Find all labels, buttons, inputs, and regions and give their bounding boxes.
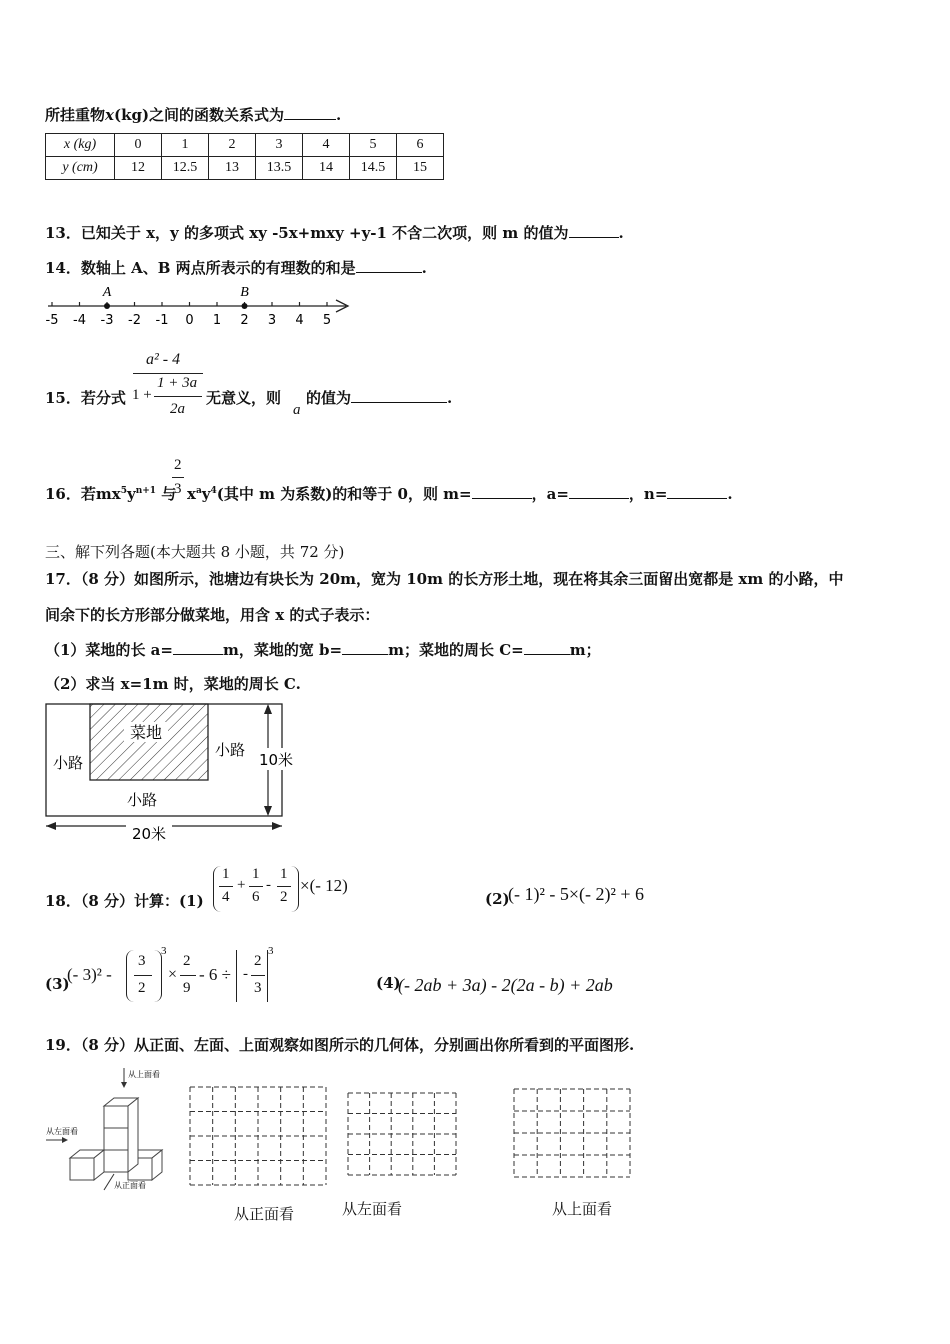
q12-table	[45, 133, 444, 180]
q18-e2: (- 1)² - 5×(- 2)² + 6	[508, 884, 645, 904]
axis-tick-label: -1	[155, 313, 169, 328]
q17-line2: 间余下的长方形部分做菜地，用含 x 的式子表示：	[45, 606, 380, 624]
point-a-dot	[104, 303, 110, 309]
path-left-label: 小路	[52, 754, 84, 772]
table-cell: 6	[397, 134, 444, 157]
point-b-label: B	[240, 285, 249, 300]
table-cell: 12.5	[162, 157, 209, 180]
minus-sign: -	[243, 966, 248, 982]
table-cell: y (cm)	[46, 157, 115, 180]
table-cell: 0	[115, 134, 162, 157]
exponent: 3	[161, 945, 167, 957]
arrow-left-label: 从左面看	[46, 1127, 78, 1136]
table-cell: 3	[256, 134, 303, 157]
q15-var-a: a	[293, 402, 301, 418]
frac-numer: 1	[222, 866, 230, 882]
axis-tick-label: 5	[322, 313, 332, 328]
q15-inner-prefix: 1 +	[132, 387, 152, 403]
table-cell: 13	[209, 157, 256, 180]
caption-front: 从正面看	[234, 1205, 295, 1223]
table-row	[46, 157, 444, 180]
q18-p3-label: (3)	[45, 975, 70, 993]
table-cell: 12	[115, 157, 162, 180]
path-bottom-label: 小路	[126, 791, 158, 809]
table-cell: 4	[303, 134, 350, 157]
minus-sign: -	[266, 877, 271, 893]
point-b-dot	[242, 303, 248, 309]
axis-tick-label: 1	[212, 313, 222, 328]
table-cell: 2	[209, 134, 256, 157]
frac-denom: 6	[252, 889, 260, 905]
path-right-label: 小路	[214, 741, 246, 759]
table-cell: 1	[162, 134, 209, 157]
grid-top-view	[512, 1087, 632, 1179]
q19-solid-figure	[44, 1066, 184, 1194]
axis-tick-label: 2	[240, 313, 249, 328]
q18-e4: (- 2ab + 3a) - 2(2a - b) + 2ab	[398, 975, 613, 995]
q15-text: 无意义，则	[206, 389, 282, 407]
frac-denom: 2	[138, 980, 146, 996]
q17-line1: 17．（8 分）如图所示，池塘边有块长为 20m，宽为 10m 的长方形土地，现在将其余三面留出宽都是 xm 的小路，中	[45, 570, 844, 588]
number-line	[40, 282, 360, 330]
exponent: 3	[268, 945, 274, 957]
grid-front-view	[188, 1085, 328, 1187]
q15-num: 15．若分式	[45, 389, 126, 407]
caption-left: 从左面看	[342, 1200, 403, 1218]
q17-part1: （1）菜地的长 a= m，菜地的宽 b= m；菜地的周长 C= m；	[45, 641, 601, 659]
arrow-front-label: 从正面看	[114, 1181, 146, 1190]
q17-figure	[42, 698, 302, 846]
width-label: 20米	[131, 825, 167, 843]
axis-tick-label: 3	[267, 313, 277, 328]
axis-tick-label: -5	[45, 313, 59, 328]
q18-p2-label: (2)	[485, 890, 510, 908]
height-label: 10米	[258, 751, 294, 769]
frac-numer: 1	[252, 866, 260, 882]
q14-text: 14．数轴上 A、B 两点所表示的有理数的和是 .	[45, 259, 427, 277]
plus-sign: +	[237, 877, 246, 893]
q18-label: 18．（8 分）计算：(1)	[45, 892, 204, 910]
frac-denom: 4	[222, 889, 230, 905]
frac-denom: 9	[183, 980, 191, 996]
axis-tick-label: -3	[100, 313, 114, 328]
table-cell: 14.5	[350, 157, 397, 180]
q15-inner-numer: 1 + 3a	[157, 375, 198, 391]
frac-numer: 3	[138, 953, 146, 969]
point-a-label: A	[102, 285, 112, 300]
times-sign: ×	[168, 966, 178, 983]
table-cell: 15	[397, 157, 444, 180]
section-3-heading: 三、解下列各题(本大题共 8 小题，共 72 分)	[45, 543, 345, 561]
table-cell: 13.5	[256, 157, 303, 180]
axis-tick-label: -2	[128, 313, 141, 328]
q13-text: 13．已知关于 x，y 的多项式 xy -5x+mxy +y-1 不含二次项，则 m 的值为 .	[45, 224, 624, 242]
q18-e3-a: (- 3)² -	[67, 965, 112, 984]
q18-e3-mid: - 6 ÷	[199, 965, 231, 984]
q15-top-numer: a² - 4	[146, 351, 181, 368]
q16-frac-denom: 3	[174, 481, 182, 497]
frac-numer: 1	[280, 866, 288, 882]
axis-tick-label: -4	[73, 313, 86, 328]
frac-denom: 3	[254, 980, 262, 996]
q18-p4-label: (4)	[376, 974, 401, 992]
q16-rest: $x^ay^4$(其中 m 为系数)的和等于 0，则 m= ，a= ，n= .	[187, 485, 733, 503]
q16-frac-numer: 2	[174, 457, 182, 473]
garden-label: 菜地	[129, 723, 163, 742]
grid-left-view	[346, 1091, 458, 1177]
q18-e1-tail: ×(- 12)	[300, 876, 348, 895]
arrow-top-label: 从上面看	[128, 1070, 160, 1079]
q19-text: 19．（8 分）从正面、左面、上面观察如图所示的几何体，分别画出你所看到的平面图形.	[45, 1036, 635, 1054]
table-cell: 5	[350, 134, 397, 157]
table-row	[46, 134, 444, 157]
frac-numer: 2	[183, 953, 191, 969]
frac-numer: 2	[254, 953, 262, 969]
axis-tick-label: 0	[185, 313, 194, 328]
table-cell: 14	[303, 157, 350, 180]
table-cell: x (kg)	[46, 134, 115, 157]
q16-text: 16．若$mx^5y^{n+1}$ 与	[45, 485, 177, 503]
frac-denom: 2	[280, 889, 288, 905]
q15-inner-denom: 2a	[170, 401, 185, 417]
axis-tick-label: 4	[295, 313, 304, 328]
q12-text: 所挂重物x(kg)之间的函数关系式为 .	[45, 106, 342, 124]
caption-top: 从上面看	[552, 1200, 613, 1218]
q17-part2: （2）求当 x=1m 时，菜地的周长 C.	[45, 675, 301, 693]
q15-post: 的值为 .	[306, 389, 453, 407]
